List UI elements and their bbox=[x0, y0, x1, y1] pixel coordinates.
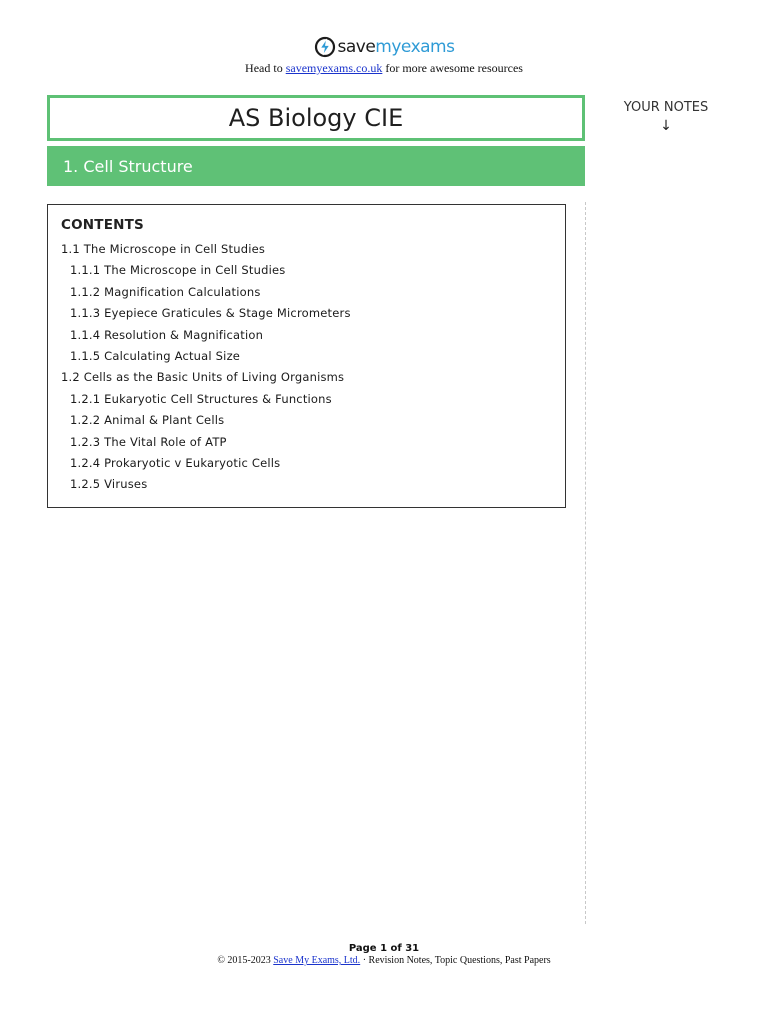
toc-subsection-link[interactable]: 1.2.1 Eukaryotic Cell Structures & Functions bbox=[70, 391, 332, 406]
logo-suffix: exams bbox=[400, 37, 455, 57]
table-of-contents bbox=[47, 204, 566, 508]
page-header bbox=[0, 34, 768, 76]
toc-subsection-link[interactable]: 1.2.2 Animal & Plant Cells bbox=[70, 413, 225, 428]
toc-subsection-link[interactable]: 1.2.3 The Vital Role of ATP bbox=[70, 434, 227, 449]
toc-section-link[interactable]: 1.1 The Microscope in Cell Studies bbox=[61, 242, 266, 256]
section-heading: 1. Cell Structure bbox=[47, 146, 585, 186]
contents-heading: CONTENTS bbox=[61, 217, 144, 233]
your-notes-header bbox=[606, 99, 726, 135]
your-notes-label: YOUR NOTES bbox=[623, 100, 709, 115]
arrow-down-icon: ↓ bbox=[660, 118, 672, 134]
toc-subsection-link[interactable]: 1.2.5 Viruses bbox=[70, 477, 148, 492]
copyright-tagline: · Revision Notes, Topic Questions, Past Papers bbox=[362, 955, 551, 966]
toc-subsection-link[interactable]: 1.1.3 Eyepiece Graticules & Stage Micrometers bbox=[70, 306, 351, 321]
logo-accent: my bbox=[375, 37, 401, 57]
document-title: AS Biology CIE bbox=[47, 95, 585, 141]
toc-section-link[interactable]: 1.2 Cells as the Basic Units of Living Organisms bbox=[61, 370, 345, 385]
brand-logo[interactable] bbox=[314, 34, 455, 60]
copyright-years: © 2015-2023 bbox=[217, 955, 271, 966]
logo-wordmark bbox=[338, 37, 455, 57]
toc-subsection-link[interactable]: 1.1.1 The Microscope in Cell Studies bbox=[70, 263, 286, 278]
toc-list bbox=[61, 239, 552, 496]
toc-subsection-link[interactable]: 1.1.5 Calculating Actual Size bbox=[70, 349, 241, 364]
page-number: Page 1 of 31 bbox=[348, 943, 420, 954]
site-link[interactable]: savemyexams.co.uk bbox=[285, 61, 383, 75]
page-footer bbox=[0, 943, 768, 966]
logo-prefix: save bbox=[337, 37, 376, 57]
toc-subsection-link[interactable]: 1.2.4 Prokaryotic v Eukaryotic Cells bbox=[70, 456, 281, 471]
copyright-line bbox=[0, 955, 768, 966]
tagline-prefix: Head to bbox=[245, 61, 283, 75]
lightning-bolt-icon bbox=[314, 36, 336, 58]
notes-margin-divider bbox=[585, 202, 586, 924]
company-link[interactable]: Save My Exams, Ltd. bbox=[273, 955, 361, 966]
toc-subsection-link[interactable]: 1.1.4 Resolution & Magnification bbox=[70, 327, 264, 342]
tagline-suffix: for more awesome resources bbox=[385, 61, 523, 75]
header-tagline bbox=[0, 61, 768, 76]
toc-subsection-link[interactable]: 1.1.2 Magnification Calculations bbox=[70, 284, 261, 299]
